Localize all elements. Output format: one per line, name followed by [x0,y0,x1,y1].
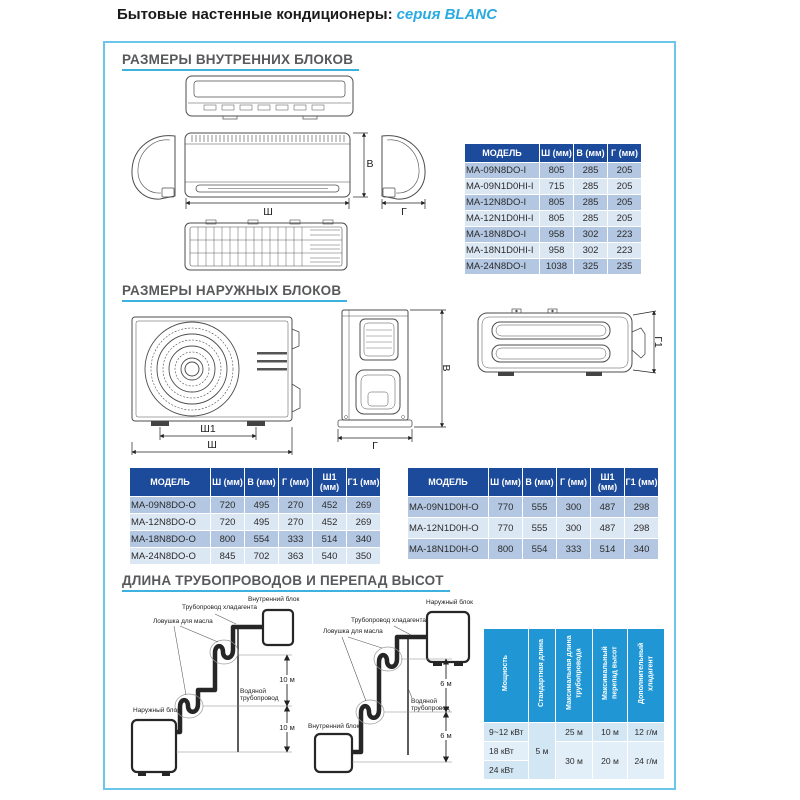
value-cell: 554 [523,539,556,559]
height-dim-top: 10 м [275,675,299,684]
value-cell: 720 [211,497,244,513]
value-cell: 555 [523,497,556,517]
column-header-standard-length: Стандартная длина [529,629,555,722]
reference-lines [176,655,292,752]
refrigerant-pipe-label: Трубопровод хладагента [182,604,258,611]
value-cell: 223 [608,243,641,258]
oil-trap-label: Ловушка для масла [323,628,383,635]
outdoor-d-dim-label: Г [372,440,378,452]
indoor-bottom-view [185,220,347,270]
value-cell: 770 [489,518,522,538]
value-cell: 270 [279,497,312,513]
table-row [130,548,380,564]
column-header: Ш1 (мм) [591,468,624,496]
value-cell: 770 [489,497,522,517]
column-header: Ш1 (мм) [313,468,346,496]
value-cell: 325 [574,259,607,274]
value-cell: 487 [591,518,624,538]
value-cell: 24 г/м [628,742,664,779]
outdoor-unit-label: Наружный блок [133,707,180,714]
model-cell: MA-18N1D0H-O [408,539,488,559]
water-pipe-label: Водяной трубопровод [411,698,450,713]
outdoor-unit-box [427,612,469,666]
value-cell: 10 м [593,723,627,741]
value-cell: 800 [489,539,522,559]
table-row [130,497,380,513]
value-cell: 720 [211,514,244,530]
column-header: Г (мм) [608,144,641,162]
leader-lines [174,614,236,695]
value-cell: 340 [347,531,380,547]
indoor-left-side-view [132,136,175,199]
outdoor-unit-label: Наружный блок [426,599,473,606]
table-row [465,195,641,210]
column-header: Г (мм) [279,468,312,496]
value-cell: 269 [347,514,380,530]
indoor-right-side-view [382,136,425,199]
column-header: В (мм) [523,468,556,496]
section-title-piping: ДЛИНА ТРУБОПРОВОДОВ И ПЕРЕПАД ВЫСОТ [122,573,450,592]
value-cell: 223 [608,227,641,242]
refrigerant-pipe [176,627,263,732]
table-row [130,514,380,530]
value-cell: 298 [625,518,658,538]
value-cell: 333 [279,531,312,547]
piping-diagram-indoor-above [120,592,298,792]
series-name: серия BLANC [396,6,498,23]
refrigerant-pipe [352,637,427,752]
value-cell: 333 [557,539,590,559]
outdoor-w-dim-label: Ш [207,439,217,451]
table-row [465,227,641,242]
indoor-unit-label: Внутренний блок [248,596,300,603]
column-header: МОДЕЛЬ [465,144,539,162]
model-cell: MA-09N1D0H-O [408,497,488,517]
value-cell: 300 [557,497,590,517]
water-pipe-label: Водяной трубопровод [240,688,279,703]
table-row [484,723,664,741]
table-row [465,259,641,274]
column-header: МОДЕЛЬ [130,468,210,496]
indoor-width-dim-label: Ш [263,206,273,218]
standard-length-cell: 5 м [529,723,555,779]
value-cell: 285 [574,195,607,210]
indoor-dimensions-table [464,143,642,275]
height-dim-bottom: 6 м [434,731,458,740]
column-header: МОДЕЛЬ [408,468,488,496]
model-cell: MA-09N8DO-I [465,163,539,178]
table-row [408,539,658,559]
power-cell: 18 кВт [484,742,528,760]
column-header: Ш (мм) [211,468,244,496]
outdoor-unit-box [132,720,176,776]
column-header: Г1 (мм) [347,468,380,496]
value-cell: 495 [245,514,278,530]
value-cell: 205 [608,179,641,194]
value-cell: 302 [574,227,607,242]
model-cell: MA-12N8DO-O [130,514,210,530]
model-cell: MA-12N1D0H-O [408,518,488,538]
content-frame [103,41,676,790]
power-cell: 9~12 кВт [484,723,528,741]
outdoor-h-dim-label: В [440,364,452,372]
model-cell: MA-09N8DO-O [130,497,210,513]
section-title-indoor-sizes: РАЗМЕРЫ ВНУТРЕННИХ БЛОКОВ [122,52,359,71]
indoor-height-dim-label: В [366,158,374,170]
outdoor-dimensions-table-right [407,467,659,560]
value-cell: 269 [347,497,380,513]
value-cell: 363 [279,548,312,564]
page-title [117,6,497,23]
section-title-outdoor-sizes: РАЗМЕРЫ НАРУЖНЫХ БЛОКОВ [122,283,347,302]
indoor-unit-label: Внутренний блок [308,723,360,730]
value-cell: 487 [591,497,624,517]
indoor-top-view [186,76,353,119]
table-row [465,211,641,226]
indoor-unit-box [263,610,293,645]
value-cell: 805 [540,195,573,210]
value-cell: 235 [608,259,641,274]
value-cell: 298 [625,497,658,517]
value-cell: 555 [523,518,556,538]
height-dim-top: 6 м [434,679,458,688]
column-header: Г (мм) [557,468,590,496]
model-cell: MA-12N8DO-I [465,195,539,210]
value-cell: 302 [574,243,607,258]
value-cell: 514 [313,531,346,547]
value-cell: 845 [211,548,244,564]
column-header: В (мм) [574,144,607,162]
table-row [465,179,641,194]
value-cell: 20 м [593,742,627,779]
value-cell: 452 [313,497,346,513]
model-cell: MA-12N1D0HI-I [465,211,539,226]
model-cell: MA-18N8DO-O [130,531,210,547]
column-header-power: Мощность [484,629,528,722]
value-cell: 1038 [540,259,573,274]
oil-trap-label: Ловушка для масла [153,618,213,625]
value-cell: 285 [574,211,607,226]
table-row [408,497,658,517]
outdoor-top-view [478,309,645,376]
table-row [408,518,658,538]
outdoor-front-view [132,317,300,426]
value-cell: 205 [608,195,641,210]
page-title-text: Бытовые настенные кондиционеры: [117,6,393,23]
value-cell: 205 [608,211,641,226]
table-row [465,163,641,178]
column-header-max-drop: Максимальный перепад высот [593,629,627,722]
refrigerant-pipe-label: Трубопровод хладагента [351,617,427,624]
model-cell: MA-18N8DO-I [465,227,539,242]
value-cell: 25 м [556,723,592,741]
value-cell: 340 [625,539,658,559]
table-row [130,531,380,547]
indoor-depth-dim-label: Г [401,206,407,218]
value-cell: 958 [540,243,573,258]
table-row [484,742,664,760]
model-cell: MA-24N8DO-I [465,259,539,274]
value-cell: 805 [540,211,573,226]
outdoor-dimensions-table-left [129,467,381,565]
piping-limits-table [483,628,665,780]
value-cell: 715 [540,179,573,194]
column-header-extra-refrigerant: Дополнительный хладагент [628,629,664,722]
column-header-max-length: Максимальная длина трубопровода [556,629,592,722]
value-cell: 554 [245,531,278,547]
outdoor-side-view [338,310,412,427]
model-cell: MA-24N8DO-O [130,548,210,564]
column-header: Г1 (мм) [625,468,658,496]
indoor-unit-box [315,734,352,772]
column-header: Ш (мм) [489,468,522,496]
value-cell: 805 [540,163,573,178]
value-cell: 800 [211,531,244,547]
value-cell: 285 [574,179,607,194]
column-header: В (мм) [245,468,278,496]
value-cell: 350 [347,548,380,564]
indoor-unit-drawings [118,72,468,277]
value-cell: 300 [557,518,590,538]
value-cell: 285 [574,163,607,178]
value-cell: 514 [591,539,624,559]
column-header: Ш (мм) [540,144,573,162]
piping-diagram-outdoor-above [296,592,474,792]
value-cell: 495 [245,497,278,513]
model-cell: MA-18N1D0HI-I [465,243,539,258]
indoor-front-view [185,133,350,197]
outdoor-d1-dim-label: Г1 [652,336,664,348]
model-cell: MA-09N1D0HI-I [465,179,539,194]
power-cell: 24 кВт [484,761,528,779]
value-cell: 958 [540,227,573,242]
value-cell: 205 [608,163,641,178]
outdoor-unit-drawings [120,296,665,466]
value-cell: 702 [245,548,278,564]
value-cell: 452 [313,514,346,530]
outdoor-w1-dim-label: Ш1 [200,423,216,435]
value-cell: 270 [279,514,312,530]
value-cell: 30 м [556,742,592,779]
value-cell: 540 [313,548,346,564]
table-row [465,243,641,258]
value-cell: 12 г/м [628,723,664,741]
height-dim-bottom: 10 м [275,723,299,732]
